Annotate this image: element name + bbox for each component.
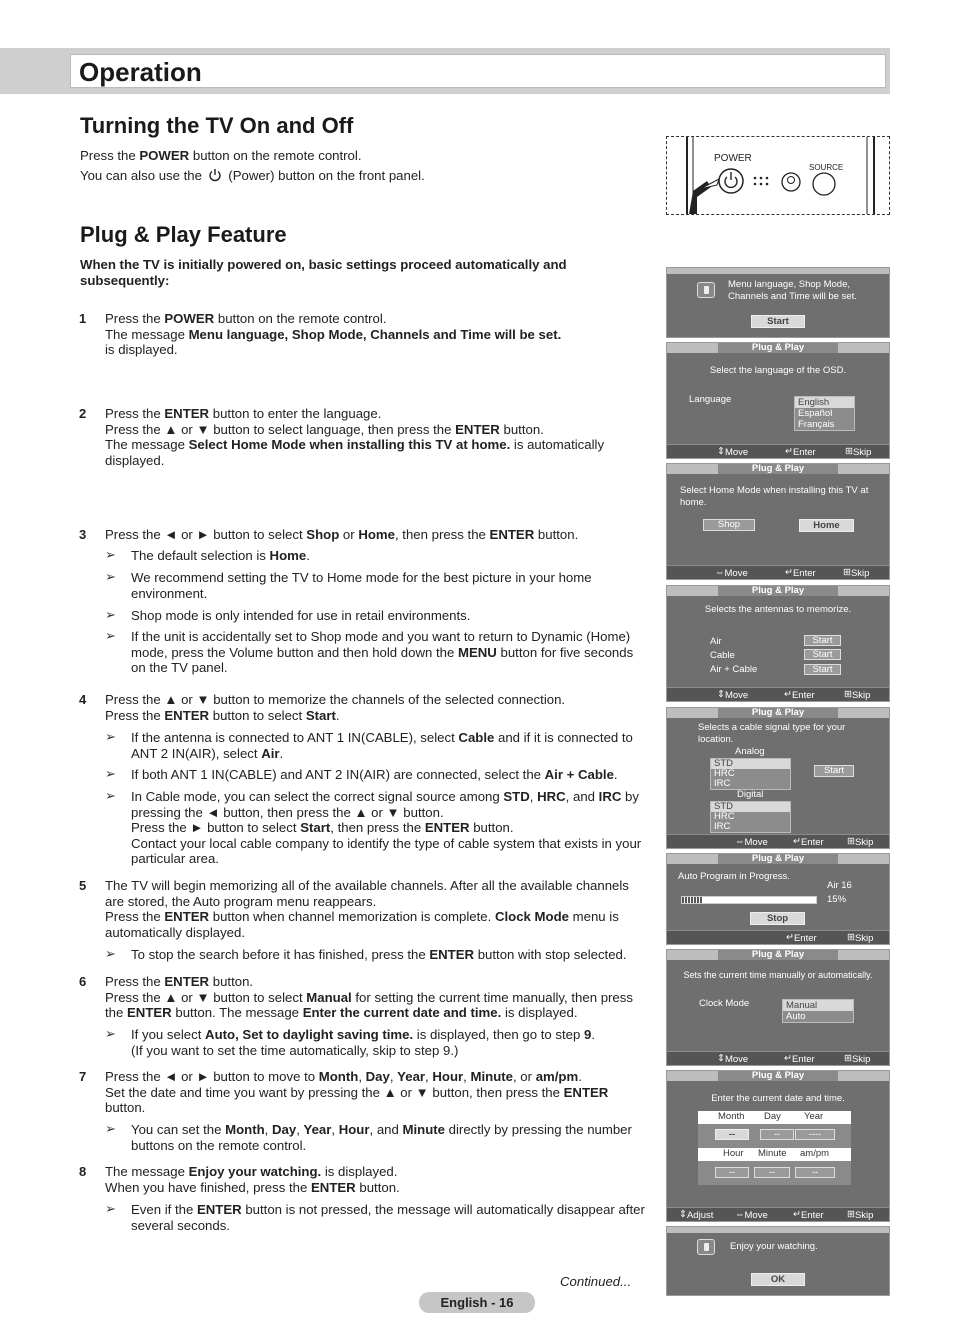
skip-hint: ⊞ Skip: [843, 567, 870, 579]
start-cable-button[interactable]: Start: [804, 649, 841, 660]
hour-header: Hour: [723, 1148, 744, 1159]
antenna-air-label: Air: [710, 636, 722, 647]
step-2-text: Press the ENTER button to enter the language. Press the ▲ or ▼ button to select language, then press the ENTER button. The message Select Home Mode when installing this TV at home. is automatically displayed.: [105, 406, 605, 468]
step-6-note-1: If you select Auto, Set to daylight saving time. is displayed, then go to step 9. (If you want to set the time automatically, skip to step 9.): [131, 1027, 595, 1058]
signal-option[interactable]: STD: [711, 802, 790, 812]
step-4-note-3: In Cable mode, you can select the correct signal source among STD, HRC, and IRC by pressing the ◄ button, then press the ▲ or ▼ button. Press the ► button to select Start, then press the ENTER button. Contact your local cable company to identify the type of cable system that exists in your particular area.: [131, 789, 642, 867]
enter-hint: ↵ Enter: [784, 689, 815, 701]
step-7-note-1: You can set the Month, Day, Year, Hour, and Minute directly by pressing the number buttons on the remote control.: [131, 1122, 632, 1153]
skip-hint: ⊞ Skip: [844, 689, 871, 701]
osd-footer: [667, 565, 889, 579]
move-hint: ⇕ Move: [717, 446, 749, 458]
osd-footer: [667, 834, 889, 848]
note-arrow-icon: ➢: [105, 766, 116, 781]
step-8-note-1: Even if the ENTER button is not pressed, the message will automatically disappear after several seconds.: [131, 1202, 645, 1233]
progress-percent: 15%: [827, 894, 847, 905]
clock-mode-option[interactable]: Manual: [783, 1000, 853, 1011]
analog-signal-list[interactable]: [710, 758, 791, 790]
enter-hint: ↵ Enter: [785, 567, 816, 579]
language-label: Language: [689, 394, 732, 405]
skip-hint: ⊞ Skip: [847, 836, 874, 848]
osd-title: Plug & Play: [718, 707, 838, 718]
osd-message: Enter the current date and time.: [711, 1093, 845, 1104]
step-6-text: Press the ENTER button. Press the ▲ or ▼ button to select Manual for setting the current time manually, then press the ENTER button. The message Enter the current date and time. is displayed.: [105, 974, 633, 1021]
signal-option[interactable]: IRC: [714, 778, 731, 789]
osd-screen-antennas: [666, 585, 890, 702]
start-button[interactable]: Start: [814, 765, 854, 777]
antenna-air-cable-label: Air + Cable: [710, 664, 758, 675]
note-arrow-icon: ➢: [105, 547, 116, 562]
enter-hint: ↵ Enter: [786, 932, 817, 944]
analog-label: Analog: [735, 746, 765, 757]
skip-hint: ⊞ Skip: [844, 1053, 871, 1065]
note-arrow-icon: ➢: [105, 628, 116, 643]
power-line-1: Press the POWER button on the remote control.: [80, 148, 362, 163]
skip-hint: ⊞ Skip: [847, 932, 874, 944]
language-option[interactable]: Español: [798, 408, 833, 419]
power-line-2: You can also use the (Power) button on the front panel.: [80, 168, 425, 183]
ok-button[interactable]: OK: [751, 1273, 805, 1286]
osd-message: Menu language, Shop Mode, Channels and Time will be set.: [728, 279, 857, 302]
header-box: [70, 54, 886, 88]
step-number: 5: [79, 878, 87, 893]
step-number: 4: [79, 692, 87, 707]
osd-message: Enjoy your watching.: [730, 1241, 818, 1252]
source-label: SOURCE: [809, 163, 844, 172]
signal-option[interactable]: HRC: [714, 811, 735, 822]
osd-top-bar: [667, 1227, 889, 1233]
osd-message: Select Home Mode when installing this TV at home.: [680, 485, 869, 508]
continued-label: Continued...: [560, 1274, 632, 1289]
osd-title: Plug & Play: [718, 585, 838, 596]
ampm-header: am/pm: [800, 1148, 830, 1159]
progress-bar: [681, 896, 817, 904]
step-number: 1: [79, 311, 87, 326]
step-number: 7: [79, 1069, 87, 1084]
step-number: 8: [79, 1164, 87, 1179]
progress-fill: [682, 897, 702, 903]
clock-mode-list[interactable]: [782, 999, 854, 1023]
info-icon: [697, 1239, 715, 1255]
move-hint: ⇔ Move: [735, 1209, 768, 1221]
osd-title-bar: [667, 464, 889, 474]
skip-hint: ⊞ Skip: [847, 1209, 874, 1221]
osd-title-bar: [667, 586, 889, 596]
start-air-cable-button[interactable]: Start: [804, 664, 841, 675]
osd-footer: [667, 687, 889, 701]
move-hint: ⇕ Move: [717, 1053, 749, 1065]
start-air-button[interactable]: Start: [804, 635, 841, 646]
move-hint: ⇕ Move: [717, 689, 749, 701]
signal-option[interactable]: STD: [711, 759, 790, 769]
osd-title: Plug & Play: [718, 949, 838, 960]
digital-signal-list[interactable]: [710, 801, 791, 833]
date-time-grid: [698, 1111, 851, 1185]
osd-screen-home-mode: [666, 463, 890, 580]
osd-title: Plug & Play: [718, 1070, 838, 1081]
section-title-power: Turning the TV On and Off: [80, 113, 354, 138]
month-header: Month: [718, 1111, 745, 1122]
current-channel: Air 16: [827, 880, 852, 891]
step-1-text: Press the POWER button on the remote control. The message Menu language, Shop Mode, Channels and Time will be set. is displayed.: [105, 311, 562, 358]
year-field[interactable]: ----: [795, 1129, 835, 1140]
note-arrow-icon: ➢: [105, 1201, 116, 1216]
minute-field[interactable]: --: [754, 1167, 790, 1178]
enter-hint: ↵ Enter: [793, 1209, 824, 1221]
osd-footer: [667, 1207, 889, 1221]
language-list[interactable]: [794, 396, 855, 431]
clock-mode-label: Clock Mode: [699, 998, 750, 1009]
osd-message: Selects a cable signal type for your location.: [698, 722, 846, 745]
enter-hint: ↵ Enter: [793, 836, 824, 848]
language-option[interactable]: English: [795, 397, 854, 408]
antenna-cable-label: Cable: [710, 650, 735, 661]
note-arrow-icon: ➢: [105, 1121, 116, 1136]
home-button[interactable]: Home: [799, 519, 854, 532]
language-option[interactable]: Français: [798, 419, 835, 430]
step-number: 2: [79, 406, 87, 421]
skip-hint: ⊞ Skip: [845, 446, 872, 458]
osd-message: Select the language of the OSD.: [709, 365, 847, 376]
minute-header: Minute: [758, 1148, 787, 1159]
year-header: Year: [804, 1111, 824, 1122]
step-3-note-1: The default selection is Home.: [131, 548, 310, 563]
page-header: [0, 48, 890, 94]
month-field[interactable]: --: [715, 1129, 749, 1140]
step-8-text: The message Enjoy your watching. is displayed. When you have finished, press the ENTER button.: [105, 1164, 400, 1195]
note-arrow-icon: ➢: [105, 569, 116, 584]
hour-field[interactable]: --: [715, 1167, 749, 1178]
osd-screen-clock-mode: [666, 949, 890, 1066]
section-title-plug-play: Plug & Play Feature: [80, 222, 287, 247]
note-arrow-icon: ➢: [105, 788, 116, 803]
osd-screen-cable-signal: [666, 707, 890, 849]
step-number: 3: [79, 527, 87, 542]
shop-button[interactable]: Shop: [703, 519, 755, 531]
enter-hint: ↵ Enter: [785, 446, 816, 458]
step-4-note-1: If the antenna is connected to ANT 1 IN(CABLE), select Cable and if it is connected to ANT 2 IN(AIR), select Air.: [131, 730, 633, 761]
osd-title: Plug & Play: [718, 342, 838, 353]
osd-screen-auto-program: [666, 853, 890, 945]
osd-screen-language: [666, 342, 890, 459]
osd-message: Selects the antennas to memorize.: [704, 604, 852, 615]
osd-title-bar: [667, 854, 889, 864]
intro-text: When the TV is initially powered on, basic settings proceed automatically and subsequently:: [80, 257, 567, 288]
osd-title-bar: [667, 343, 889, 353]
front-panel-drawing: [667, 137, 889, 214]
move-hint: ⇔ Move: [715, 567, 748, 579]
osd-message: Sets the current time manually or automatically.: [683, 970, 873, 980]
signal-option[interactable]: IRC: [714, 821, 731, 832]
power-label: POWER: [714, 153, 752, 164]
move-hint: ⇔ Move: [735, 836, 768, 848]
front-panel-illustration: [666, 136, 890, 215]
osd-title: Plug & Play: [718, 853, 838, 864]
osd-screen-start: [666, 267, 890, 338]
osd-screen-date-time: [666, 1070, 890, 1222]
note-arrow-icon: ➢: [105, 946, 116, 961]
step-3-note-4: If the unit is accidentally set to Shop mode and you want to return to Dynamic (Home) mode, press the Volume button and then hold down the MENU button for five seconds on the TV panel.: [131, 629, 634, 676]
step-3-text: Press the ◄ or ► button to select Shop or Home, then press the ENTER button.: [105, 527, 579, 542]
day-header: Day: [764, 1111, 781, 1122]
osd-title-bar: [667, 1071, 889, 1081]
clock-mode-option[interactable]: Auto: [786, 1011, 806, 1022]
stop-button[interactable]: Stop: [750, 912, 805, 925]
digital-label: Digital: [737, 789, 764, 800]
start-button[interactable]: Start: [751, 315, 805, 328]
step-4-note-2: If both ANT 1 IN(CABLE) and ANT 2 IN(AIR) are connected, select the Air + Cable.: [131, 767, 618, 782]
note-arrow-icon: ➢: [105, 729, 116, 744]
osd-footer: [667, 444, 889, 458]
note-arrow-icon: ➢: [105, 607, 116, 622]
step-5-note-1: To stop the search before it has finished, press the ENTER button with stop selected.: [131, 947, 627, 962]
step-3-note-2: We recommend setting the TV to Home mode for the best picture in your home environment.: [131, 570, 592, 601]
osd-message: Auto Program in Progress.: [678, 871, 790, 882]
osd-footer: [667, 1051, 889, 1065]
note-arrow-icon: ➢: [105, 1026, 116, 1041]
power-icon: [208, 168, 222, 182]
info-icon: [697, 282, 715, 298]
adjust-hint: ⇕ Adjust: [679, 1209, 714, 1221]
step-number: 6: [79, 974, 87, 989]
osd-title: Plug & Play: [718, 463, 838, 474]
page-title: Operation: [79, 57, 202, 87]
signal-option[interactable]: HRC: [714, 768, 735, 779]
page-number: English - 16: [419, 1292, 535, 1313]
enter-hint: ↵ Enter: [784, 1053, 815, 1065]
step-7-text: Press the ◄ or ► button to move to Month, Day, Year, Hour, Minute, or am/pm. Set the date and time you want by pressing the ▲ or ▼ button, then press the ENTER button.: [105, 1069, 609, 1116]
osd-screen-enjoy: [666, 1226, 890, 1296]
osd-footer: [667, 930, 889, 944]
day-field[interactable]: --: [760, 1129, 794, 1140]
step-5-text: The TV will begin memorizing all of the available channels. After all the available channels are stored, the Auto program menu reappears. Press the ENTER button when channel memorization is complete. Clock Mode menu is automatically displayed.: [105, 878, 629, 940]
step-3-note-3: Shop mode is only intended for use in retail environments.: [131, 608, 471, 623]
osd-title-bar: [667, 708, 889, 718]
osd-title-bar: [667, 950, 889, 960]
ampm-field[interactable]: --: [795, 1167, 835, 1178]
step-4-text: Press the ▲ or ▼ button to memorize the channels of the selected connection. Press the ENTER button to select Start.: [105, 692, 566, 723]
osd-top-bar: [667, 268, 889, 274]
